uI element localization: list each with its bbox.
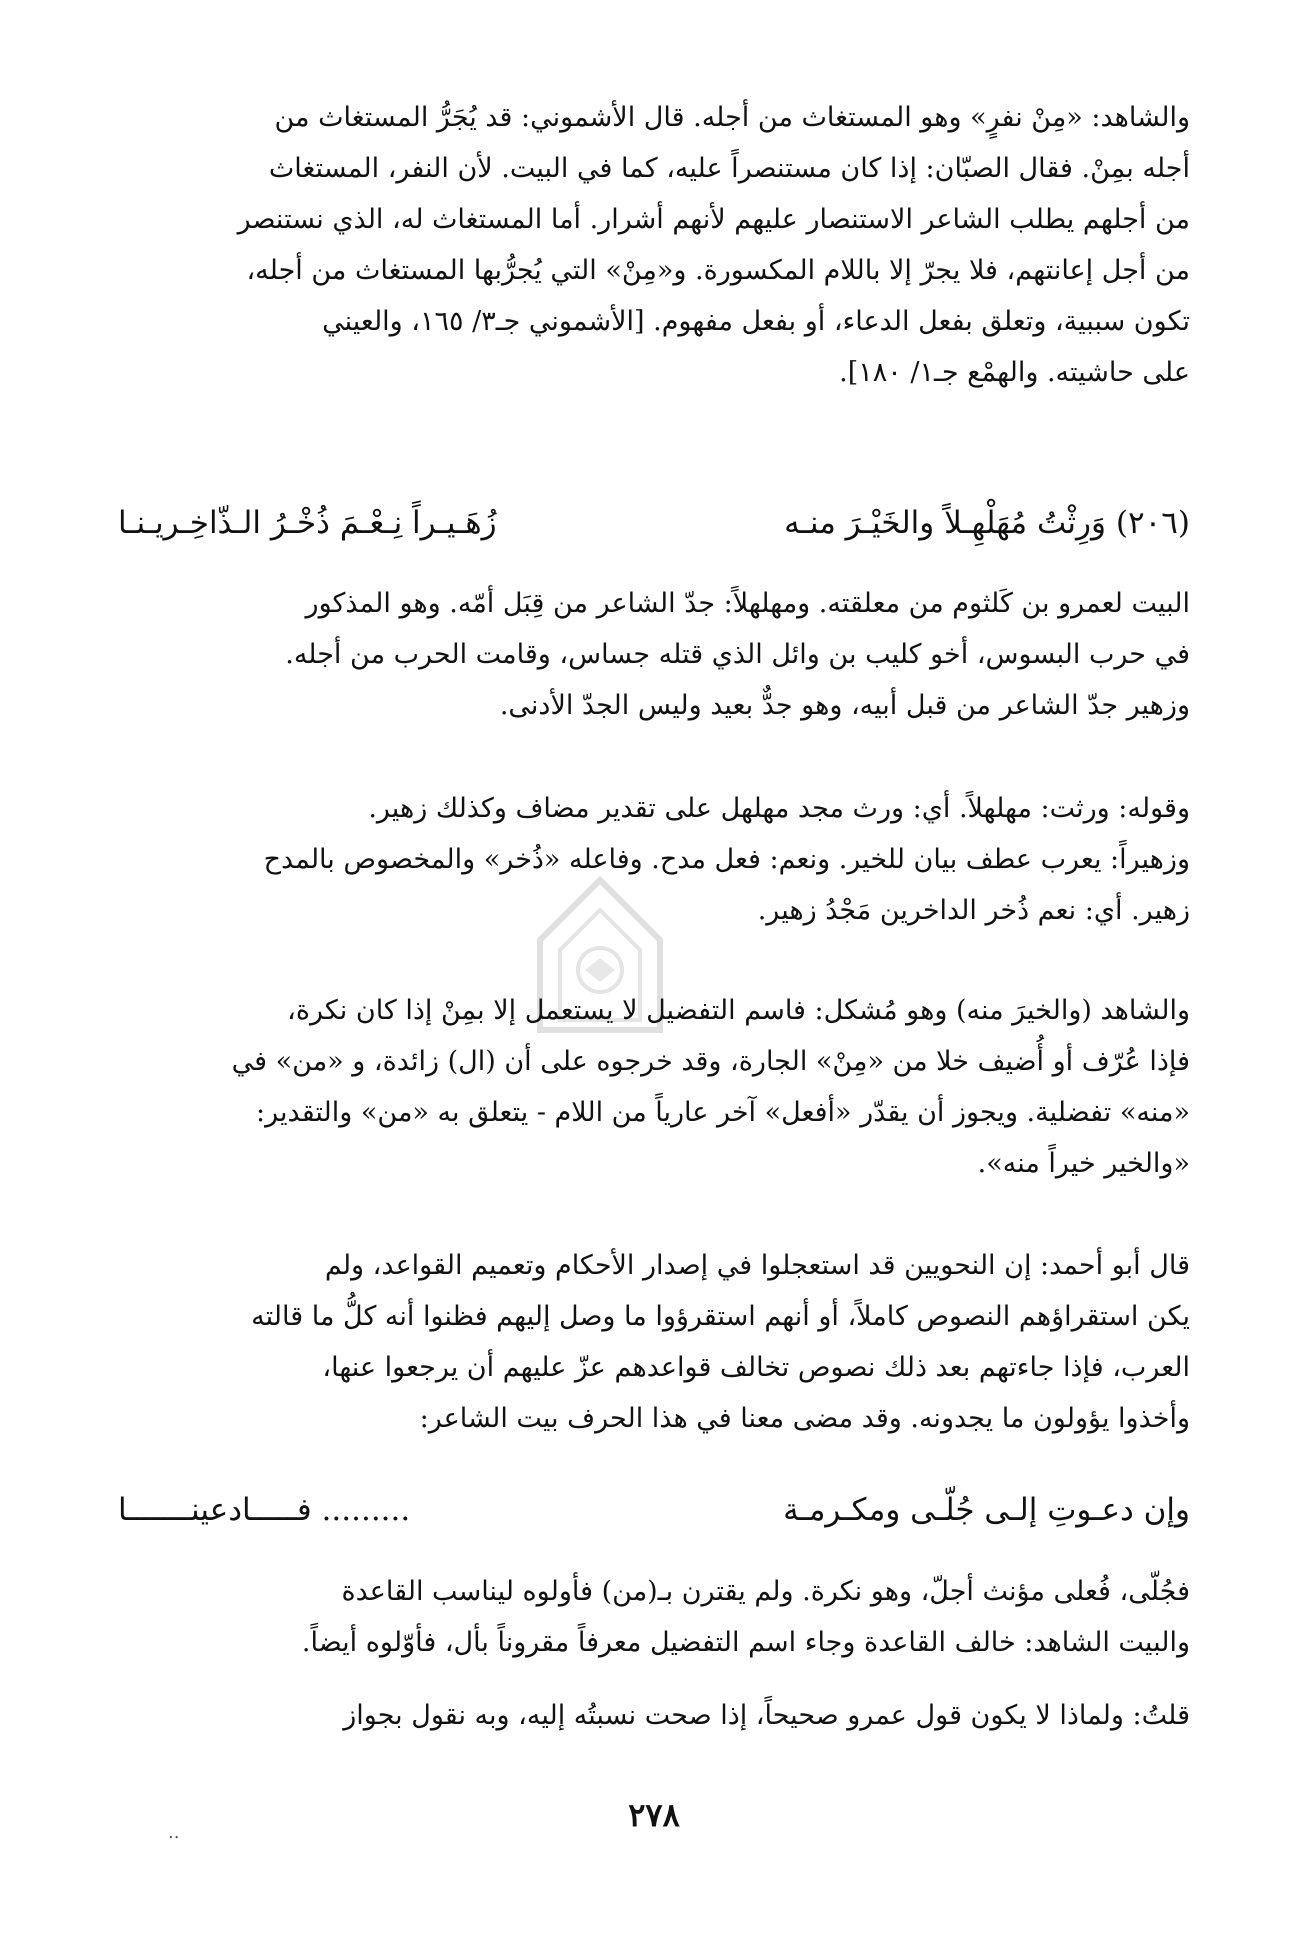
text-line: من أجلهم يطلب الشاعر الاستنصار عليهم لأنهم أشرار. أما المستغاث له، الذي نستنصر — [237, 204, 1190, 235]
paragraph-qultu — [118, 1690, 1190, 1741]
text-line: أجله بمِنْ. فقال الصبّان: إذا كان مستنصراً عليه، كما في البيت. لأن النفر، المستغاث — [268, 153, 1190, 184]
text-line: العرب، فإذا جاءتهم بعد ذلك نصوص تخالف قواعدهم عزّ عليهم أن يرجعوا عنها، — [322, 1352, 1190, 1383]
text-line: يكن استقراؤهم النصوص كاملاً، أو أنهم استقرؤوا ما وصل إليهم فظنوا أنه كلُّ ما قالته — [251, 1301, 1190, 1332]
verse-quoted — [118, 1492, 1190, 1552]
text-line: من أجل إعانتهم، فلا يجرّ إلا باللام المكسورة. و«مِنْ» التي يُجرُّبها المستغاث من أجله، — [246, 255, 1190, 286]
verse-second-hemistich: زُهَـيـراً نِـعْـمَ ذُخْـرُ الـذّاخِـريـنـا — [118, 505, 497, 541]
paragraph-shahid-intro — [118, 92, 1190, 398]
paragraph-verse-attribution — [118, 578, 1190, 731]
verse-second-hemistich: ......... فـــــادعينـــــــا — [118, 1492, 411, 1528]
stray-marks: .. — [168, 1822, 180, 1843]
verse-first-hemistich: وإن دعـوتِ إلـى جُلّـى ومكـرمـة — [783, 1492, 1190, 1528]
text-line: والشاهد (والخيرَ منه) وهو مُشكل: فاسم التفضيل لا يستعمل إلا بمِنْ إذا كان نكرة، — [287, 995, 1190, 1026]
text-line: وأخذوا يؤولون ما يجدونه. وقد مضى معنا في هذا الحرف بيت الشاعر: — [419, 1403, 1190, 1434]
text-line: وزهيراً: يعرب عطف بيان للخير. ونعم: فعل مدح. وفاعله «ذُخر» والمخصوص بالمدح — [263, 844, 1190, 875]
text-line: فجُلّى، فُعلى مؤنث أجلّ، وهو نكرة. ولم يقترن بـ(من) فأولوه ليناسب القاعدة — [341, 1576, 1190, 1607]
paragraph-parsing — [118, 783, 1190, 936]
text-line: «والخير خيراً منه». — [977, 1148, 1190, 1179]
text-line: في حرب البسوس، أخو كليب بن وائل الذي قتله جساس، وقامت الحرب من أجله. — [285, 639, 1190, 670]
text-line: قلتُ: ولماذا لا يكون قول عمرو صحيحاً، إذا صحت نسبتُه إليه، وبه نقول بجواز — [343, 1700, 1190, 1731]
verse-first-hemistich: (٢٠٦) وَرِثْتُ مُهَلْهِـلاً والخَيْـرَ منـه — [784, 505, 1190, 541]
text-line: والبيت الشاهد: خالف القاعدة وجاء اسم التفضيل معرفاً مقروناً بأل، فأوّلوه أيضاً. — [301, 1627, 1190, 1658]
text-line: والشاهد: «مِنْ نفرٍ» وهو المستغاث من أجله. قال الأشموني: قد يُجَرُّ المستغاث من — [274, 102, 1190, 133]
text-line: فإذا عُرّف أو أُضيف خلا من «مِنْ» الجارة، وقد خرجوه على أن (ال) زائدة، و «من» في — [231, 1046, 1190, 1077]
text-line: على حاشيته. والهمْع جـ١/ ١٨٠]. — [839, 357, 1190, 388]
verse-206 — [118, 505, 1190, 565]
text-line: «منه» تفضلية. ويجوز أن يقدّر «أفعل» آخر عارياً من اللام - يتعلق به «من» والتقدير: — [256, 1097, 1190, 1128]
text-line: زهير. أي: نعم ذُخر الداخرين مَجْدُ زهير. — [757, 895, 1190, 926]
paragraph-shahid-problem — [118, 985, 1190, 1189]
page-number: ٢٧٨ — [628, 1796, 680, 1834]
paragraph-julla — [118, 1566, 1190, 1668]
text-line: وزهير جدّ الشاعر من قبل أبيه، وهو جدٌّ بعيد وليس الجدّ الأدنى. — [499, 690, 1190, 721]
text-line: وقوله: ورثت: مهلهلاً. أي: ورث مجد مهلهل على تقدير مضاف وكذلك زهير. — [368, 793, 1190, 824]
text-line: تكون سببية، وتعلق بفعل الدعاء، أو بفعل مفهوم. [الأشموني جـ٣/ ١٦٥، والعيني — [322, 306, 1190, 337]
text-line: البيت لعمرو بن كَلثوم من معلقته. ومهلهلاً: جدّ الشاعر من قِبَل أمّه. وهو المذكور — [305, 588, 1190, 619]
paragraph-abu-ahmad — [118, 1240, 1190, 1444]
text-line: قال أبو أحمد: إن النحويين قد استعجلوا في إصدار الأحكام وتعميم القواعد، ولم — [324, 1250, 1190, 1281]
